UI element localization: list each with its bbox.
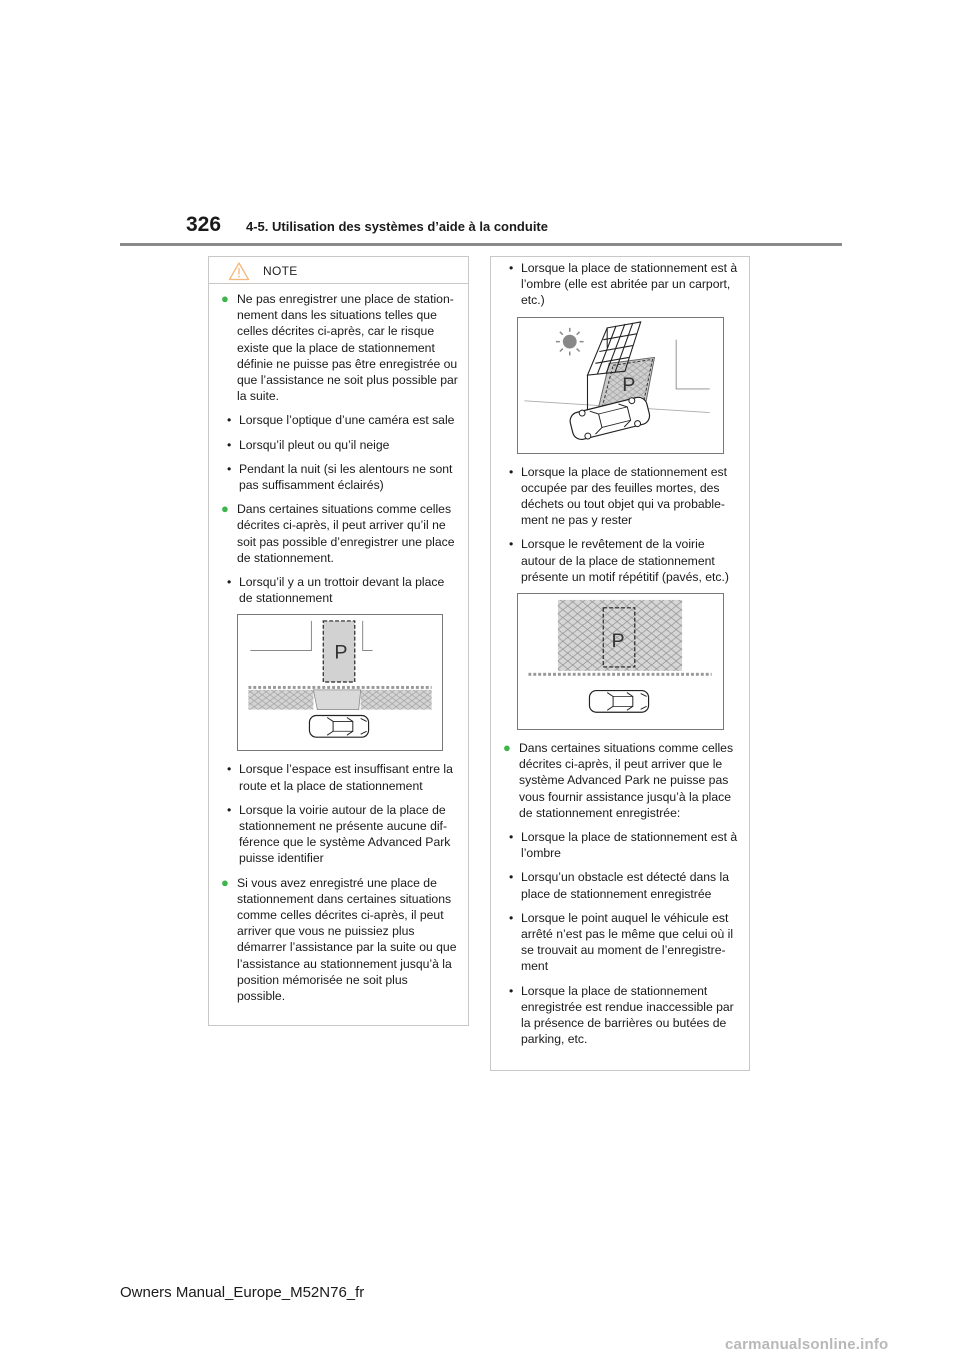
bullet-icon: • bbox=[227, 461, 232, 476]
warning-triangle-icon bbox=[228, 261, 250, 281]
figure-pavers bbox=[517, 593, 724, 730]
figure-carport-shade bbox=[517, 317, 724, 454]
item-text: Ne pas enregistrer une place de stationnement dans les situations telles que celles décrites ci-après, car le risque existe que la place de stationnement définie ne puisse pas être enregistrée ou que l’assistance ne soit plus possible par la suite. bbox=[237, 292, 458, 404]
bullet-icon: • bbox=[227, 413, 232, 428]
note-point bbox=[221, 501, 458, 566]
bullet-icon: • bbox=[509, 464, 514, 479]
item-text: Lorsque l’optique d’une caméra est sale bbox=[239, 413, 455, 428]
bullet-icon: • bbox=[227, 802, 232, 817]
item-text: Lorsqu’un obstacle est détecté dans la place de stationnement enregistrée bbox=[521, 870, 730, 901]
page-number: 326 bbox=[186, 213, 222, 236]
bullet-icon: • bbox=[227, 762, 232, 777]
parking-p-label-3: P bbox=[611, 630, 625, 653]
watermark-link[interactable]: carmanualsonline.info bbox=[725, 1336, 889, 1353]
green-dot-icon: ● bbox=[221, 501, 229, 517]
bullet-item bbox=[221, 412, 458, 428]
item-text: Lorsque la voirie autour de la place de stationnement ne présente aucune différence que le système Advanced Park puisse identifier bbox=[239, 802, 451, 866]
parking-p-label: P bbox=[334, 641, 348, 664]
bullet-item bbox=[221, 574, 458, 606]
bullet-icon: • bbox=[509, 870, 514, 885]
right-list-top bbox=[503, 260, 739, 309]
right-list-bottom bbox=[503, 740, 739, 1047]
item-text: Pendant la nuit (si les alentours ne sont pas suffisamment éclairés) bbox=[239, 461, 453, 493]
note-content-left bbox=[209, 284, 468, 1004]
green-dot-icon: ● bbox=[221, 874, 229, 890]
sidewalk-illustration bbox=[238, 615, 442, 750]
item-text: Si vous avez enregistré une place de stationnement dans certaines situations comme celles décrites ci-après, il peut arriver que vous ne puissiez plus démarrer l’assistance par la suite ou que l’assistance au stationnement jusqu’à la position mémorisée ne soit plus possible. bbox=[237, 875, 457, 1004]
bullet-icon: • bbox=[509, 983, 514, 998]
note-box-right bbox=[490, 256, 750, 1071]
bullet-icon: • bbox=[509, 261, 514, 275]
item-text: Lorsque le revêtement de la voirie autour de la place de stationnement présente un motif répétitif (pavés, etc.) bbox=[521, 537, 729, 584]
bullet-icon: • bbox=[509, 537, 514, 552]
section-title: 4-5. Utilisation des systèmes d’aide à la conduite bbox=[246, 219, 548, 234]
bullet-item bbox=[503, 910, 739, 975]
item-text: Dans certaines situations comme celles décrites ci-après, il peut arriver qu’il ne soit pas possible d’enregistrer une place de stationnement. bbox=[237, 502, 455, 565]
bullet-item bbox=[503, 536, 739, 585]
header-rule bbox=[120, 243, 842, 246]
bullet-item bbox=[221, 461, 458, 493]
item-text: Lorsque la place de stationnement est à l’ombre bbox=[521, 830, 738, 861]
car-icon-3 bbox=[589, 691, 648, 713]
item-text: Lorsqu’il y a un trottoir devant la place de stationnement bbox=[239, 575, 445, 606]
note-point bbox=[503, 740, 739, 821]
bullet-item bbox=[503, 983, 739, 1048]
footer-doc-id: Owners Manual_Europe_M52N76_fr bbox=[120, 1284, 365, 1301]
bullet-icon: • bbox=[509, 830, 514, 845]
note-label: NOTE bbox=[263, 264, 298, 278]
bullet-icon: • bbox=[227, 575, 232, 590]
car-icon bbox=[309, 716, 368, 738]
parking-p-label-2: P bbox=[622, 373, 636, 396]
note-content-right bbox=[491, 257, 749, 1047]
bullet-icon: • bbox=[227, 437, 232, 452]
note-point bbox=[221, 291, 458, 404]
note-header bbox=[209, 257, 468, 284]
item-text: Lorsque l’espace est insuffisant entre la route et la place de stationnement bbox=[239, 762, 453, 793]
left-list-bottom bbox=[221, 761, 458, 1004]
green-dot-icon: ● bbox=[221, 291, 229, 306]
bullet-icon: • bbox=[509, 910, 514, 925]
bullet-item bbox=[221, 761, 458, 793]
note-box-left bbox=[208, 256, 469, 1026]
bullet-item bbox=[503, 260, 739, 309]
right-list-middle bbox=[503, 464, 739, 585]
bullet-item bbox=[221, 437, 458, 453]
item-text: Lorsque la place de stationnement enregistrée est rendue inaccessible par la présence de barrières ou butées de parking, etc. bbox=[521, 983, 734, 1047]
bullet-item bbox=[503, 869, 739, 901]
bullet-item bbox=[221, 802, 458, 867]
left-list-top bbox=[221, 291, 458, 606]
note-point bbox=[221, 875, 458, 1005]
item-text: Lorsque le point auquel le véhicule est arrêté n’est pas le même que celui où il se trouvait au moment de l’enregistrement bbox=[521, 910, 734, 974]
item-text: Lorsqu’il pleut ou qu’il neige bbox=[239, 437, 390, 452]
pavers-illustration bbox=[518, 594, 723, 729]
bullet-item bbox=[503, 464, 739, 529]
bullet-item bbox=[503, 829, 739, 861]
item-text: Lorsque la place de stationnement est à l’ombre (elle est abritée par un carport, etc.) bbox=[521, 261, 738, 308]
item-text: Lorsque la place de stationnement est occupée par des feuilles mortes, des déchets ou tout objet qui va probablement ne pas y rester bbox=[521, 464, 727, 528]
green-dot-icon: ● bbox=[503, 740, 511, 756]
figure-sidewalk bbox=[237, 614, 443, 751]
item-text: Dans certaines situations comme celles décrites ci-après, il peut arriver que le système Advanced Park ne puisse pas vous fournir assistance jusqu’à la place de stationnement enregistrée: bbox=[519, 741, 734, 820]
sun-icon bbox=[556, 327, 584, 355]
carport-illustration bbox=[518, 318, 723, 453]
